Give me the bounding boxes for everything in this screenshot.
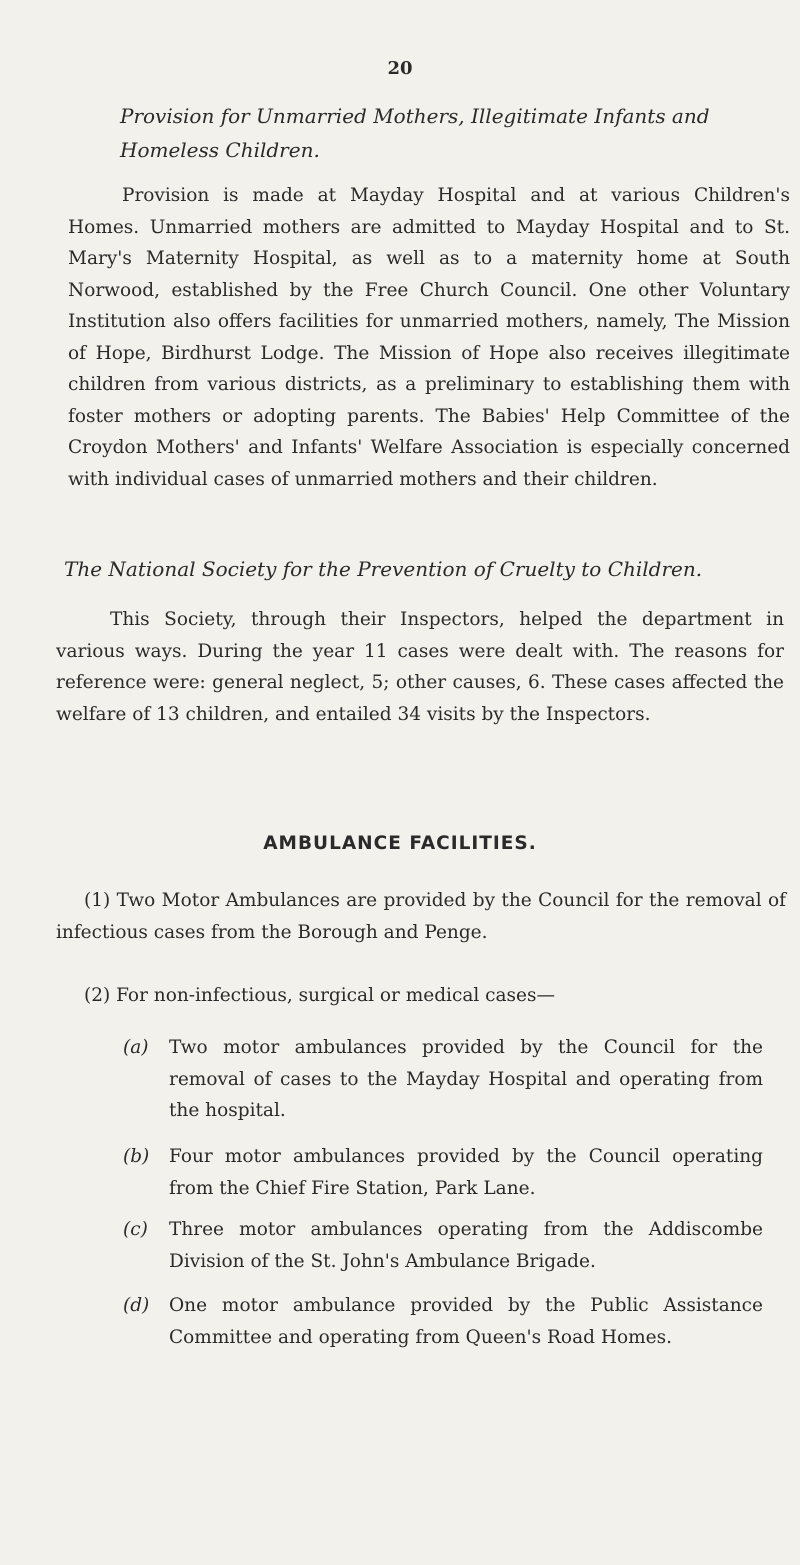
sub-item-marker: (a) xyxy=(123,1037,149,1058)
sub-item-text: Four motor ambulances provided by the Council operating from the Chief Fire Station, Park Lane. xyxy=(169,1146,763,1199)
sub-item-text: One motor ambulance provided by the Public Assistance Committee and operating from Queen's Road Homes. xyxy=(169,1295,763,1348)
ambulance-sub-item-a xyxy=(123,1032,763,1127)
paragraph-unmarried-mothers: Provision is made at Mayday Hospital and at various Children's Homes. Unmarried mothers are admitted to Mayday Hospital and to St. Mary's Maternity Hospital, as well as to a maternity home at South Norwood, established by the Free Church Council. One other Voluntary Institution also offers facilities for unmarried mothers, namely, The Mission of Hope, Birdhurst Lodge. The Mission of Hope also receives illegitimate children from various districts, as a preliminary to establishing them with foster mothers or adopting parents. The Babies' Help Committee of the Croydon Mothers' and Infants' Welfare Association is especially concerned with individual cases of unmarried mothers and their children. xyxy=(68,185,790,490)
sub-item-text: Two motor ambulances provided by the Council for the removal of cases to the Mayday Hospital and operating from the hospital. xyxy=(169,1037,763,1121)
section-heading-unmarried-mothers-line2: Homeless Children. xyxy=(120,138,320,162)
sub-item-marker: (b) xyxy=(123,1146,150,1167)
ambulance-sub-item-b xyxy=(123,1141,763,1204)
ambulance-item-2-marker: (2) xyxy=(84,985,111,1006)
sub-item-text: Three motor ambulances operating from the Addiscombe Division of the St. John's Ambulance Brigade. xyxy=(169,1219,763,1272)
paragraph-nspcc: This Society, through their Inspectors, helped the department in various ways. During the year 11 cases were dealt with. The reasons for reference were: general neglect, 5; other causes, 6. These cases affected the welfare of 13 children, and entailed 34 visits by the Inspectors. xyxy=(56,609,784,725)
page-number: 20 xyxy=(387,58,413,79)
sub-item-marker: (c) xyxy=(123,1219,148,1240)
ambulance-item-1-marker: (1) xyxy=(84,890,111,911)
ambulance-item-2-text: For non-infectious, surgical or medical cases— xyxy=(116,985,555,1006)
section-heading-unmarried-mothers-line1: Provision for Unmarried Mothers, Illegitimate Infants and xyxy=(120,104,710,128)
ambulance-item-1 xyxy=(56,885,786,948)
section-title-ambulance-facilities: AMBULANCE FACILITIES. xyxy=(263,833,537,854)
sub-item-marker: (d) xyxy=(123,1295,150,1316)
ambulance-item-1-text: Two Motor Ambulances are provided by the Council for the removal of infectious cases from the Borough and Penge. xyxy=(56,890,786,943)
ambulance-sub-item-c xyxy=(123,1214,763,1277)
ambulance-item-2 xyxy=(84,980,784,1012)
section-heading-nspcc: The National Society for the Prevention of Cruelty to Children. xyxy=(64,557,703,581)
ambulance-sub-item-d xyxy=(123,1290,763,1353)
